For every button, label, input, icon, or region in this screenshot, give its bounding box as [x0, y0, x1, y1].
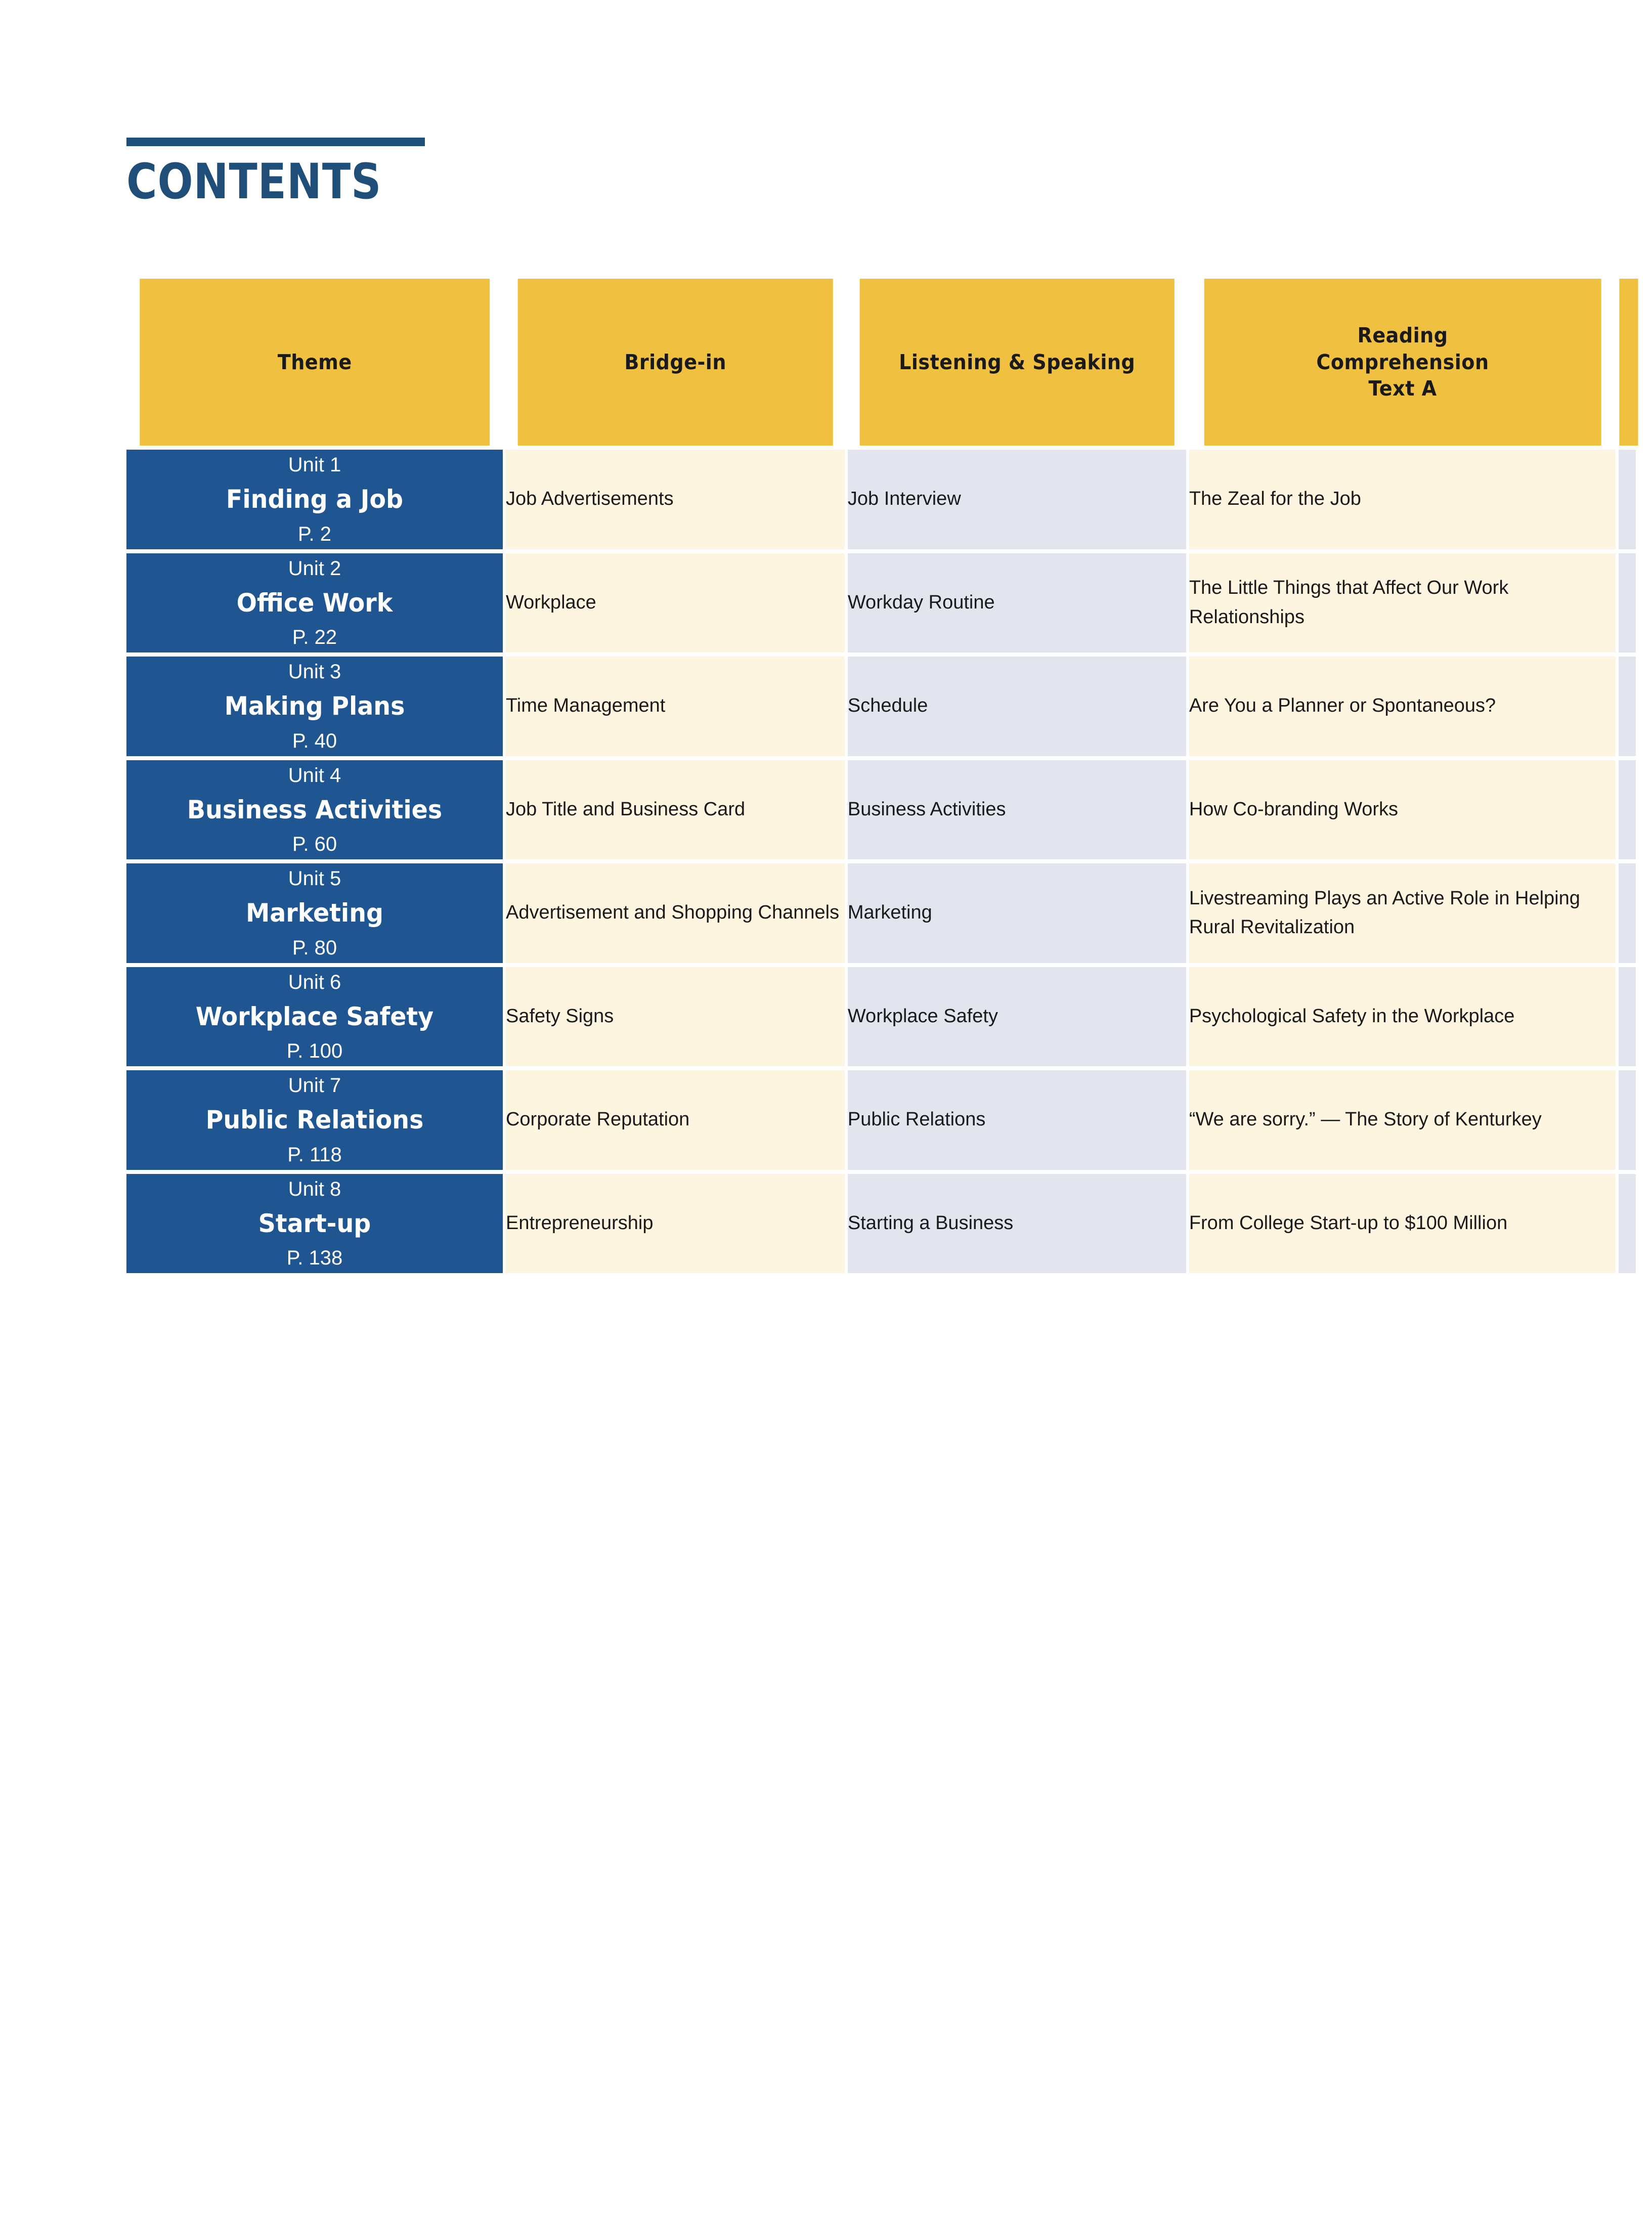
table-header-row	[126, 279, 1639, 446]
partial-cell	[1619, 446, 1639, 549]
table-row	[126, 963, 1639, 1067]
partial-cell	[1619, 859, 1639, 963]
reading-text-a-cell: Psychological Safety in the Workplace	[1189, 963, 1619, 1067]
unit-page: P. 40	[292, 729, 337, 752]
unit-page: P. 60	[292, 833, 337, 855]
unit-number: Unit 4	[288, 764, 341, 787]
listening-speaking-cell: Marketing	[848, 859, 1189, 963]
theme-cell	[126, 859, 506, 963]
page-title: CONTENTS	[126, 153, 382, 210]
theme-cell	[126, 963, 506, 1067]
column-header-theme: Theme	[140, 279, 492, 446]
unit-number: Unit 5	[288, 867, 341, 890]
contents-table	[126, 279, 1639, 1273]
column-header-reading-line-1: Reading	[1357, 323, 1448, 348]
partial-cell	[1619, 549, 1639, 653]
listening-speaking-cell: Starting a Business	[848, 1170, 1189, 1274]
bridge-in-cell: Safety Signs	[506, 963, 848, 1067]
page-title-block	[126, 138, 481, 210]
reading-text-a-cell: The Little Things that Affect Our Work Relationships	[1189, 549, 1619, 653]
unit-theme: Finding a Job	[226, 485, 404, 514]
listening-speaking-cell: Schedule	[848, 652, 1189, 756]
listening-speaking-cell: Workday Routine	[848, 549, 1189, 653]
bridge-in-cell: Job Title and Business Card	[506, 756, 848, 860]
reading-text-a-cell: From College Start-up to $100 Million	[1189, 1170, 1619, 1274]
partial-cell	[1619, 756, 1639, 860]
unit-theme: Making Plans	[224, 691, 405, 721]
table-row	[126, 756, 1639, 860]
table-row	[126, 1066, 1639, 1170]
table-row	[126, 446, 1639, 549]
reading-text-a-cell: Are You a Planner or Spontaneous?	[1189, 652, 1619, 756]
reading-text-a-cell: “We are sorry.” — The Story of Kenturkey	[1189, 1066, 1619, 1170]
column-header-reading-line-3: Text A	[1368, 376, 1437, 401]
title-rule	[126, 138, 425, 146]
theme-cell	[126, 652, 506, 756]
unit-theme: Start-up	[258, 1208, 371, 1238]
unit-theme: Workplace Safety	[195, 1001, 434, 1031]
bridge-in-cell: Entrepreneurship	[506, 1170, 848, 1274]
table-row	[126, 652, 1639, 756]
bridge-in-cell: Corporate Reputation	[506, 1066, 848, 1170]
unit-number: Unit 7	[288, 1074, 341, 1097]
unit-number: Unit 8	[288, 1177, 341, 1200]
listening-speaking-cell: Business Activities	[848, 756, 1189, 860]
partial-cell	[1619, 652, 1639, 756]
unit-page: P. 100	[286, 1040, 343, 1062]
unit-page: P. 22	[292, 626, 337, 648]
bridge-in-cell: Workplace	[506, 549, 848, 653]
reading-text-a-cell: Livestreaming Plays an Active Role in Helping Rural Revitalization	[1189, 859, 1619, 963]
theme-cell	[126, 446, 506, 549]
table-header	[126, 279, 1639, 446]
unit-page: P. 118	[287, 1143, 342, 1166]
unit-number: Unit 6	[288, 971, 341, 993]
unit-page: P. 2	[297, 522, 331, 545]
theme-cell	[126, 1066, 506, 1170]
table-row	[126, 859, 1639, 963]
table-body	[126, 446, 1639, 1273]
column-header-reading-comprehension	[1204, 279, 1604, 446]
unit-page: P. 80	[292, 936, 337, 959]
unit-number: Unit 2	[288, 557, 341, 580]
bridge-in-cell: Time Management	[506, 652, 848, 756]
bridge-in-cell: Advertisement and Shopping Channels	[506, 859, 848, 963]
theme-cell	[126, 1170, 506, 1274]
partial-cell	[1619, 963, 1639, 1067]
unit-number: Unit 1	[288, 454, 341, 476]
column-header-reading-line-2: Comprehension	[1316, 350, 1489, 374]
unit-page: P. 138	[286, 1247, 343, 1269]
partial-cell	[1619, 1170, 1639, 1274]
theme-cell	[126, 756, 506, 860]
partial-cell	[1619, 1066, 1639, 1170]
column-header-bridge-in: Bridge-in	[518, 279, 836, 446]
reading-text-a-cell: The Zeal for the Job	[1189, 446, 1619, 549]
listening-speaking-cell: Job Interview	[848, 446, 1189, 549]
unit-theme: Public Relations	[205, 1105, 424, 1135]
table-row	[126, 1170, 1639, 1274]
bridge-in-cell: Job Advertisements	[506, 446, 848, 549]
table-row	[126, 549, 1639, 653]
column-header-partial	[1620, 279, 1638, 446]
listening-speaking-cell: Public Relations	[848, 1066, 1189, 1170]
reading-text-a-cell: How Co-branding Works	[1189, 756, 1619, 860]
column-header-listening-speaking: Listening & Speaking	[859, 279, 1177, 446]
unit-theme: Office Work	[236, 588, 393, 618]
theme-cell	[126, 549, 506, 653]
unit-theme: Marketing	[245, 898, 384, 928]
listening-speaking-cell: Workplace Safety	[848, 963, 1189, 1067]
unit-number: Unit 3	[288, 661, 341, 683]
unit-theme: Business Activities	[187, 795, 443, 824]
